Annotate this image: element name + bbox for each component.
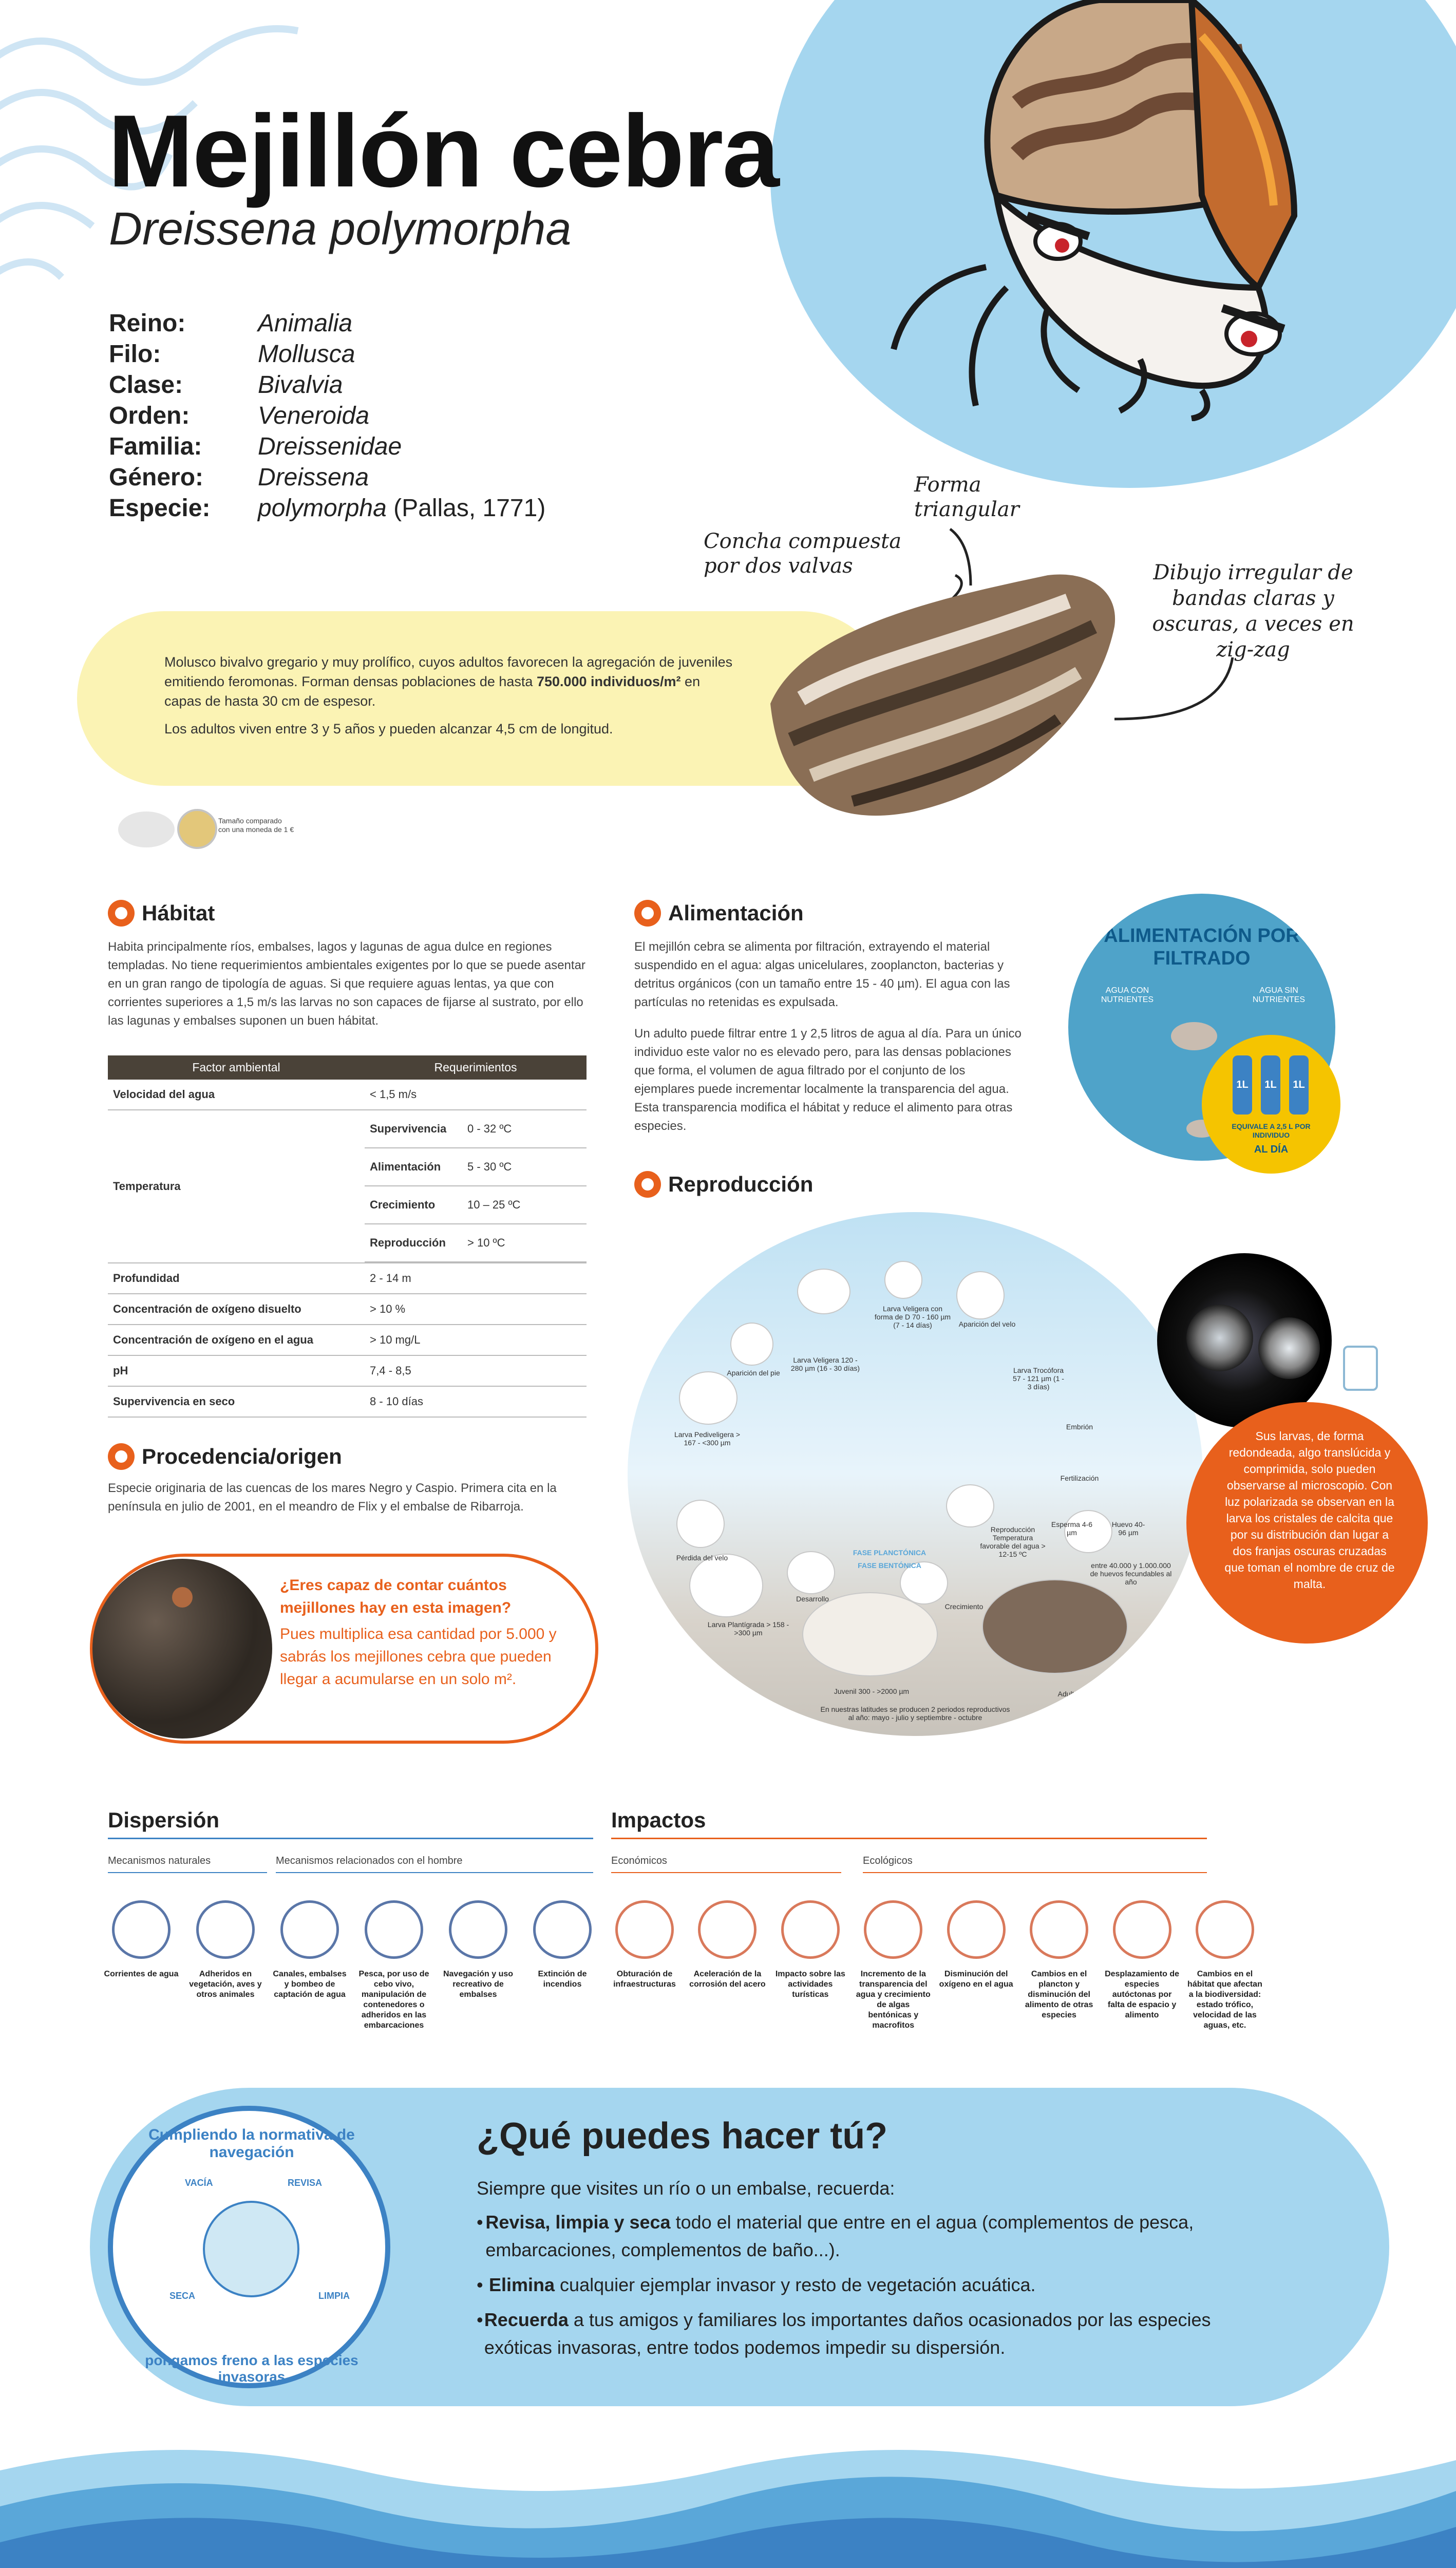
dispersion-item [355,1900,432,2031]
table-cell-factor: Velocidad del agua [108,1080,365,1110]
tourism-icon [781,1900,840,1959]
navigation-badge [108,2106,390,2388]
dispersion-item [271,1900,348,2031]
annotation-dibujo: Dibujo irregular de bandas claras y oscuras, a veces en zig-zag [1152,561,1354,662]
bottle-label: 1L [1264,1079,1277,1090]
impact-item [606,1900,683,2031]
intro-density: 750.000 individuos/m² [536,674,681,689]
origen-title: Procedencia/origen [142,1444,342,1468]
reproduction-periods: En nuestras latitudes se producen 2 periodos reproductivos al año: mayo - julio y septiembre - octubre [820,1705,1010,1722]
impactos-title: Impactos [611,1808,706,1832]
impact-label: Cambios en el plancton y disminución del alimento de otras especies [1025,1970,1093,2019]
algae-icon [864,1900,922,1959]
stage-shell [787,1551,835,1594]
impact-label: Cambios en el hábitat que afectan a la biodiversidad: estado trófico, velocidad de las aguas, etc. [1187,1970,1262,2030]
dispersion-sub-rule [108,1872,267,1873]
size-caption: Tamaño comparado con una moneda de 1 € [218,817,294,834]
stage-label: Juvenil 300 - >2000 µm [834,1687,910,1695]
dam-icon [280,1900,339,1959]
taxonomy-key: Orden: [109,402,190,429]
alimentacion-icon [634,900,661,927]
impact-item [938,1900,1015,2031]
question-text: ¿Eres capaz de contar cuántos mejillones hay en esta imagen? [280,1577,512,1616]
equivale-label: EQUIVALE A 2,5 L POR INDIVIDUO [1232,1122,1311,1139]
habitat-icon [108,900,135,927]
intro-text-a: Molusco bivalvo gregario y muy prolífico, cuyos adultos favorecen la agregación de juveniles emitiendo feromonas. Forman densas poblaciones de hasta [164,654,733,689]
stage-shell [956,1271,1005,1319]
action-bold: Revisa, limpia y seca [485,2212,671,2233]
temp-value: 0 - 32 ºC [462,1110,587,1148]
taxonomy-value: polymorpha [258,495,387,522]
intro-text [164,652,734,739]
taxonomy-key: Reino: [109,310,186,337]
bottle-icon [1261,1055,1280,1115]
filtration-circle-title: ALIMENTACIÓN POR FILTRADO [1104,925,1300,969]
larva-info-text: Sus larvas, de forma redondeada, algo translúcida y comprimida, solo pueden observarse al microscopio. Con luz polarizada se observan en la larva los cristales de calcita que por su distribución dan lugar a dos franjas oscuras cruzadas que toman el nombre de cruz de malta. [1224,1429,1395,1591]
table-row-temperature [108,1110,587,1263]
habitat-text: Habita principalmente ríos, embalses, lagos y lagunas de agua dulce en regiones templadas. No tiene requerimientos ambientales exigentes por lo que se puede asentar en un gran rango de tipología de aguas. Si que requiere aguas lentas, ya que con corrientes superiores a 1,5 m/s las larvas no son capaces de fijarse al sustrato, por ello las lagunas y embalses suponen un buen hábitat. [108,940,585,1028]
larva-crystal [1258,1317,1320,1379]
dispersion-item [524,1900,601,2031]
table-row [108,1294,587,1325]
table-cell-factor: Profundidad [108,1263,365,1294]
taxonomy-key: Especie: [109,495,211,522]
corrosion-icon [698,1900,757,1959]
taxonomy-list [109,308,545,524]
impact-label: Obturación de infraestructuras [613,1970,676,1989]
impactos-sub-ecologic: Ecológicos [863,1855,913,1866]
alimentacion-text-1: El mejillón cebra se alimenta por filtración, extrayendo el material suspendido en el agua: algas unicelulares, zooplancton, bacterias y detritus orgánicos (con un tamaño entre 15 - 40 µm). El agua con las partículas no retenidas es expulsada. [634,940,1010,1009]
stage-label: Pérdida del velo [676,1554,728,1562]
dispersion-title: Dispersión [108,1808,220,1832]
reproduccion-icon [634,1171,661,1198]
table-row [108,1355,587,1386]
action-intro: Siempre que visites un río o un embalse, recuerda: [477,2178,895,2199]
badge-step-revisa: REVISA [288,2178,323,2188]
impact-label: Desplazamiento de especies autóctonas por falta de espacio y alimento [1105,1970,1179,2019]
stage-label: Desarrollo [796,1595,829,1603]
action-list [477,2208,1257,2362]
intro-text-c: en capas de hasta 30 cm de espesor. [164,674,701,709]
taxonomy-row [109,308,545,339]
action-text: cualquier ejemplar invasor y resto de vegetación acuática. [555,2274,1036,2295]
bottle-icon [1233,1055,1252,1115]
taxonomy-value: Bivalvia [258,371,343,399]
bottle-label: 1L [1293,1079,1305,1090]
litres-badge [1202,1035,1340,1174]
origen-text: Especie originaria de las cuencas de los mares Negro y Caspio. Primera cita en la península en julio de 2001, en el meandro de Flix y el embalse de Ribarroja. [108,1481,557,1514]
taxonomy-row [109,462,545,493]
phase-planktonic: FASE PLANCTÓNICA [853,1549,926,1557]
coin-in-photo [172,1587,193,1608]
question-answer: Pues multiplica esa cantidad por 5.000 y sabrás los mejillones cebra que pueden llegar a acumularse en un solo m². [280,1626,557,1688]
dispersion-label: Adheridos en vegetación, aves y otros animales [189,1970,262,1999]
action-item: • Elimina cualquier ejemplar invasor y resto de vegetación acuática. [477,2274,1036,2295]
dispersion-sub-rule [276,1872,593,1873]
mussel-cluster-photo [92,1559,272,1739]
stage-shell [797,1269,850,1314]
taxonomy-row [109,493,545,524]
action-text: a tus amigos y familiares los importantes daños ocasionados por las especies exóticas invasoras, entre todos podemos impedir su dispersión. [484,2309,1211,2358]
water-without-nutrients: AGUA SIN NUTRIENTES [1252,986,1306,1004]
action-item: • Recuerda a tus amigos y familiares los importantes daños ocasionados por las especies exóticas invasoras, entre todos podemos impedir su dispersión. [477,2309,1211,2358]
temp-key: Alimentación [365,1148,462,1186]
table-cell-value: 8 - 10 días [365,1386,587,1417]
taxonomy-key: Filo: [109,341,161,368]
taxonomy-key: Género: [109,464,204,491]
badge-step-limpia: LIMPIA [318,2291,350,2301]
intro-lifespan: Los adultos viven entre 3 y 5 años y pueden alcanzar 4,5 cm de longitud. [164,721,613,737]
shell-photo [760,570,1130,837]
habitat-heading [108,900,215,927]
mussel-icon [1171,1022,1217,1050]
taxonomy-authority: (Pallas, 1771) [386,495,546,522]
stage-shell [884,1261,922,1299]
water-with-nutrients: AGUA CON NUTRIENTES [1101,986,1154,1004]
temp-value: 10 – 25 ºC [462,1186,587,1224]
table-cell-value: 2 - 14 m [365,1263,587,1294]
dispersion-label: Pesca, por uso de cebo vivo, manipulación de contenedores o adheridos en las embarcaciones [358,1970,429,2030]
temp-key: Reproducción [365,1224,462,1262]
temp-value: 5 - 30 ºC [462,1148,587,1186]
fish-displacement-icon [1113,1900,1171,1959]
impact-item [772,1900,849,2031]
table-cell-value: < 1,5 m/s [365,1080,587,1110]
stage-label: Larva Trocófora 57 - 121 µm (1 - 3 días) [1013,1366,1064,1391]
bottle-icon [1289,1055,1309,1115]
temp-key: Crecimiento [365,1186,462,1224]
table-row [108,1325,587,1355]
impactos-rule [611,1838,1207,1839]
table-row [108,1263,587,1294]
taxonomy-value: Animalia [258,310,353,337]
taxonomy-value: Veneroida [258,402,370,429]
action-bold: Recuerda [484,2309,569,2330]
taxonomy-row [109,401,545,431]
microscope-icon [1343,1346,1378,1391]
table-cell-value: > 10 mg/L [365,1325,587,1355]
origen-heading [108,1443,342,1470]
dispersion-label: Canales, embalses y bombeo de captación de agua [273,1970,347,1999]
impact-label: Incremento de la transparencia del agua y crecimiento de algas bentónicas y macrofitos [856,1970,931,2030]
impactos-sub-rule [863,1872,1207,1873]
habitat-table [108,1055,587,1418]
larva-crystal [1186,1305,1253,1371]
annotation-forma: Forma triangular [914,473,1019,521]
stage-label: Larva Pediveligera > 167 - <300 µm [674,1430,741,1447]
annotation-concha: Concha compuesta por dos valvas [704,530,902,578]
impact-item [1104,1900,1181,2031]
habitat-title: Hábitat [142,901,215,925]
plankton-icon [1030,1900,1088,1959]
impactos-sub-rule [611,1872,841,1873]
alimentacion-title: Alimentación [668,901,804,925]
table-cell-factor: pH [108,1355,365,1386]
bottle-label: 1L [1236,1079,1249,1090]
taxonomy-key: Familia: [109,433,202,460]
action-text: todo el material que entre en el agua (complementos de pesca, embarcaciones, complementos de baño...). [485,2212,1194,2260]
stage-shell [946,1484,994,1527]
impact-label: Impacto sobre las actividades turísticas [775,1970,845,1999]
page-subtitle: Dreissena polymorpha [109,203,572,255]
taxonomy-key: Clase: [109,371,183,399]
stage-label: Aparición del pie [727,1369,780,1377]
badge-step-seca: SECA [169,2291,196,2301]
taxonomy-row [109,431,545,462]
dispersion-item [103,1900,180,2031]
dispersion-item [187,1900,264,2031]
table-cell-factor: Supervivencia en seco [108,1386,365,1417]
impact-label: Aceleración de la corrosión del acero [689,1970,766,1989]
boat-icon [449,1900,507,1959]
taxonomy-value: Dreissenidae [258,433,402,460]
stage-label: Esperma 4-6 µm [1051,1520,1093,1537]
stage-shell [679,1371,738,1425]
stage-label: Crecimiento [944,1602,984,1611]
dispersion-sub-human: Mecanismos relacionados con el hombre [276,1855,463,1866]
taxonomy-row [109,370,545,401]
impact-item [855,1900,932,2031]
temp-value: > 10 ºC [462,1224,587,1262]
stage-label: Reproducción Temperatura favorable del agua > 12-15 ºC [980,1525,1046,1558]
footer-waves [0,2440,1456,2568]
juvenile-shell [802,1592,938,1676]
reproduccion-heading [634,1171,813,1198]
stage-shell [689,1554,763,1617]
impactos-icons [606,1900,1263,2031]
table-header-req: Requerimientos [365,1055,587,1080]
badge-bottom-text: pongamos freno a las especies invasoras [145,2352,358,2385]
stage-label: Fertilización [1060,1474,1099,1482]
size-comparison-shell [118,811,175,847]
table-cell-factor: Concentración de oxígeno en el agua [108,1325,365,1355]
euro-coin-icon [177,809,217,849]
oxygen-icon [947,1900,1006,1959]
dispersion-sub-natural: Mecanismos naturales [108,1855,211,1866]
impact-item [689,1900,766,2031]
biodiversity-icon [1196,1900,1254,1959]
aldia-label: AL DÍA [1254,1144,1289,1155]
table-cell-value: 7,4 - 8,5 [365,1355,587,1386]
impact-item [1020,1900,1098,2031]
bird-icon [196,1900,255,1959]
pipe-clog-icon [615,1900,674,1959]
origen-icon [108,1443,135,1470]
badge-step-vacia: VACÍA [185,2178,213,2188]
action-title: ¿Qué puedes hacer tú? [477,2116,888,2157]
action-item: • Revisa, limpia y seca todo el material que entre en el agua (complementos de pesca, embarcaciones, complementos de baño...). [477,2212,1194,2260]
table-cell-factor: Concentración de oxígeno disuelto [108,1294,365,1325]
badge-center-illustration [203,2201,299,2297]
impact-item [1186,1900,1263,2031]
table-header-factor: Factor ambiental [108,1055,365,1080]
action-bold: Elimina [489,2274,555,2295]
temp-key: Supervivencia [365,1110,462,1148]
impactos-sub-economic: Económicos [611,1855,667,1866]
stage-shell [730,1323,773,1366]
temperature-subtable [365,1110,587,1263]
taxonomy-row [109,339,545,370]
taxonomy-value: Mollusca [258,341,355,368]
stage-label: entre 40.000 y 1.000.000 de huevos fecundables al año [1090,1561,1172,1586]
impact-label: Disminución del oxígeno en el agua [939,1970,1013,1989]
table-cell-temperature: Temperatura [108,1110,365,1263]
alimentacion-text-2: Un adulto puede filtrar entre 1 y 2,5 litros de agua al día. Para un único individuo este valor no es elevado pero, para las densas poblaciones que forma, el volumen de agua filtrado por el conjunto de los ejemplares puede incrementar localmente la transparencia del agua. Esta transparencia modifica el hábitat y reduce el alimento para otras especies. [634,1027,1022,1133]
stage-label: Larva Veligera 120 - 280 µm (16 - 30 días) [790,1356,860,1372]
dispersion-item [440,1900,517,2031]
stage-label: Huevo 40-96 µm [1111,1520,1145,1537]
dispersion-rule [108,1838,593,1839]
taxonomy-value: Dreissena [258,464,369,491]
adult-mussel [982,1579,1128,1674]
dispersion-label: Extinción de incendios [538,1970,587,1989]
table-row [108,1080,587,1110]
table-row [108,1386,587,1417]
water-current-icon [112,1900,171,1959]
dispersion-label: Corrientes de agua [104,1970,179,1978]
lifecycle-circle [628,1212,1203,1736]
firefighting-plane-icon [533,1900,592,1959]
stage-label: Larva Veligera con forma de D 70 - 160 µm (7 - 14 días) [874,1305,951,1329]
stage-label: Embrión [1066,1423,1093,1431]
badge-top-text: Cumpliendo la normativa de navegación [148,2126,355,2161]
stage-label: Aparición del velo [958,1320,1016,1328]
table-cell-value: > 10 % [365,1294,587,1325]
fishing-icon [365,1900,423,1959]
phase-benthic: FASE BENTÓNICA [858,1561,921,1570]
alimentacion-heading [634,900,804,927]
stage-label: Adulto 4 mm (1 año) [1057,1690,1107,1706]
stage-label: Larva Plantígrada > 158 - >300 µm [707,1620,789,1637]
page-title: Mejillón cebra [108,94,779,209]
cartoon-mussel-illustration [832,0,1397,421]
stage-shell [676,1500,725,1548]
dispersion-icons [103,1900,601,2031]
dispersion-label: Navegación y uso recreativo de embalses [443,1970,514,1999]
reproduccion-title: Reproducción [668,1172,814,1196]
